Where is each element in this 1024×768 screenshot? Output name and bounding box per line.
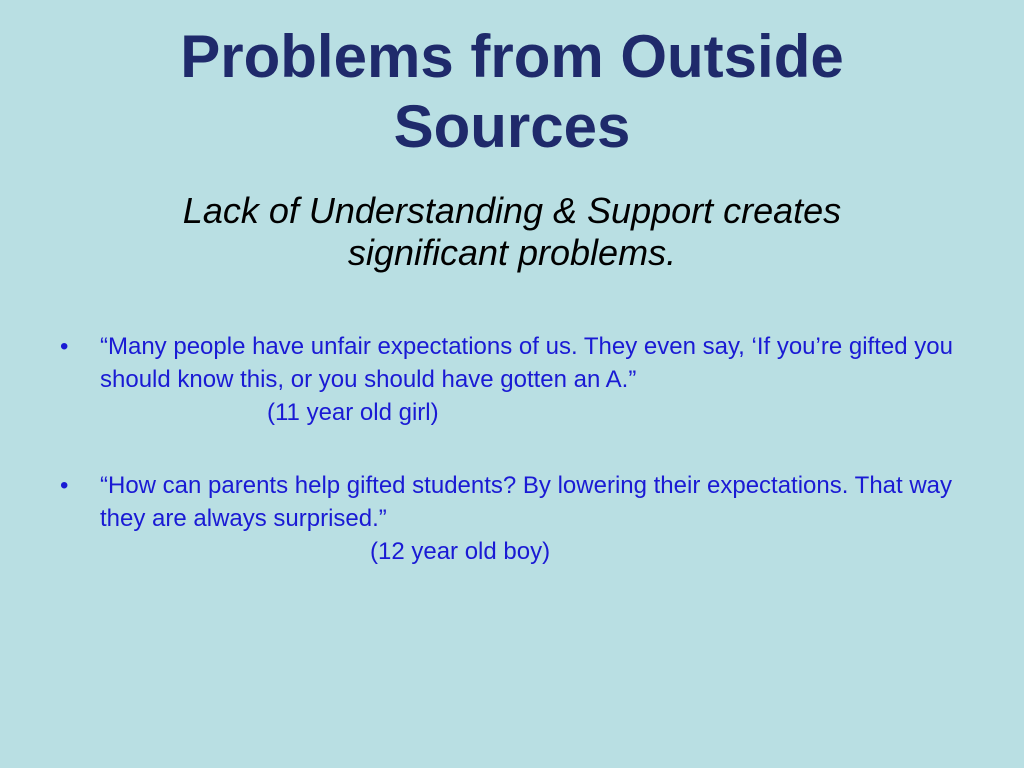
bullet-icon: •	[60, 472, 69, 499]
quote-item	[56, 469, 986, 568]
slide-title: Problems from Outside Sources	[180, 23, 844, 160]
quote-text: “How can parents help gifted students? By lowering their expectations. That way they are always surprised.”	[100, 472, 953, 532]
quote-attribution: (12 year old boy)	[370, 538, 551, 565]
quote-list	[56, 330, 986, 568]
quote-text: “Many people have unfair expectations of us. They even say, ‘If you’re gifted you should know this, or you should have gotten an A.”	[100, 333, 953, 393]
quote-attribution: (11 year old girl)	[267, 399, 439, 426]
bullet-icon: •	[60, 333, 69, 360]
slide-subtitle: Lack of Understanding & Support creates significant problems.	[182, 190, 842, 273]
quote-item	[56, 330, 986, 429]
